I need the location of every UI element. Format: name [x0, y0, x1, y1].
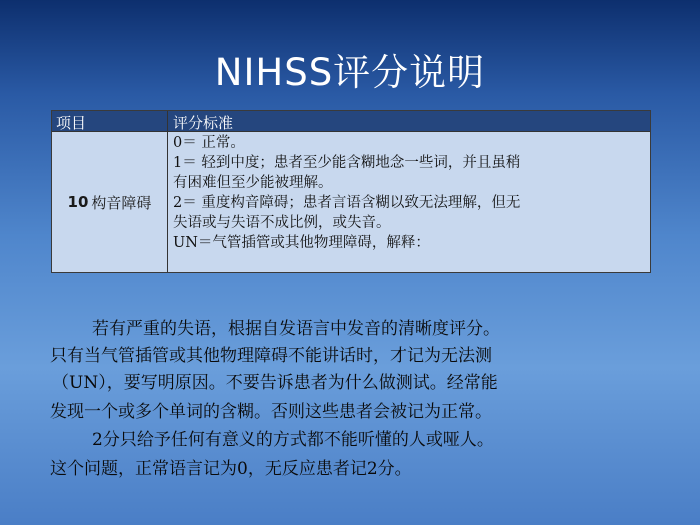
- scoring-table: [51, 110, 651, 273]
- criteria-line: 1＝ 轻到中度；患者至少能含糊地念一些词，并且虽稍: [173, 155, 521, 171]
- column-divider: [167, 111, 168, 272]
- criteria-line: 2＝ 重度构音障碍；患者言语含糊以致无法理解，但无: [173, 195, 521, 211]
- row-label-text: 构音障碍: [91, 193, 152, 212]
- body-line: 2分只给予任何有意义的方式都不能听懂的人或哑人。: [92, 430, 494, 450]
- body-line: 这个问题，正常语言记为0，无反应患者记2分。: [50, 459, 412, 479]
- criteria-line: UN＝气管插管或其他物理障碍，解释：: [173, 235, 430, 251]
- criteria-line: 有困难但至少能被理解。: [173, 175, 333, 191]
- slide-title: NIHSS评分说明: [214, 51, 486, 94]
- body-line: 发现一个或多个单词的含糊。否则这些患者会被记为正常。: [50, 402, 492, 422]
- header-criteria: 评分标准: [173, 114, 234, 132]
- criteria-cell: [173, 133, 643, 253]
- body-line: 只有当气管插管或其他物理障碍不能讲话时，才记为无法测: [50, 346, 492, 366]
- table-header: [52, 111, 650, 132]
- body-line: 若有严重的失语，根据自发语言中发音的清晰度评分。: [92, 319, 500, 339]
- header-item: 项目: [56, 114, 87, 132]
- criteria-line: 0＝ 正常。: [173, 135, 245, 151]
- row-label-number: 10: [67, 193, 89, 211]
- row-label: [52, 132, 167, 272]
- body-line: （UN），要写明原因。不要告诉患者为什么做测试。经常能: [52, 373, 498, 393]
- criteria-line: 失语或与失语不成比例，或失音。: [173, 215, 391, 231]
